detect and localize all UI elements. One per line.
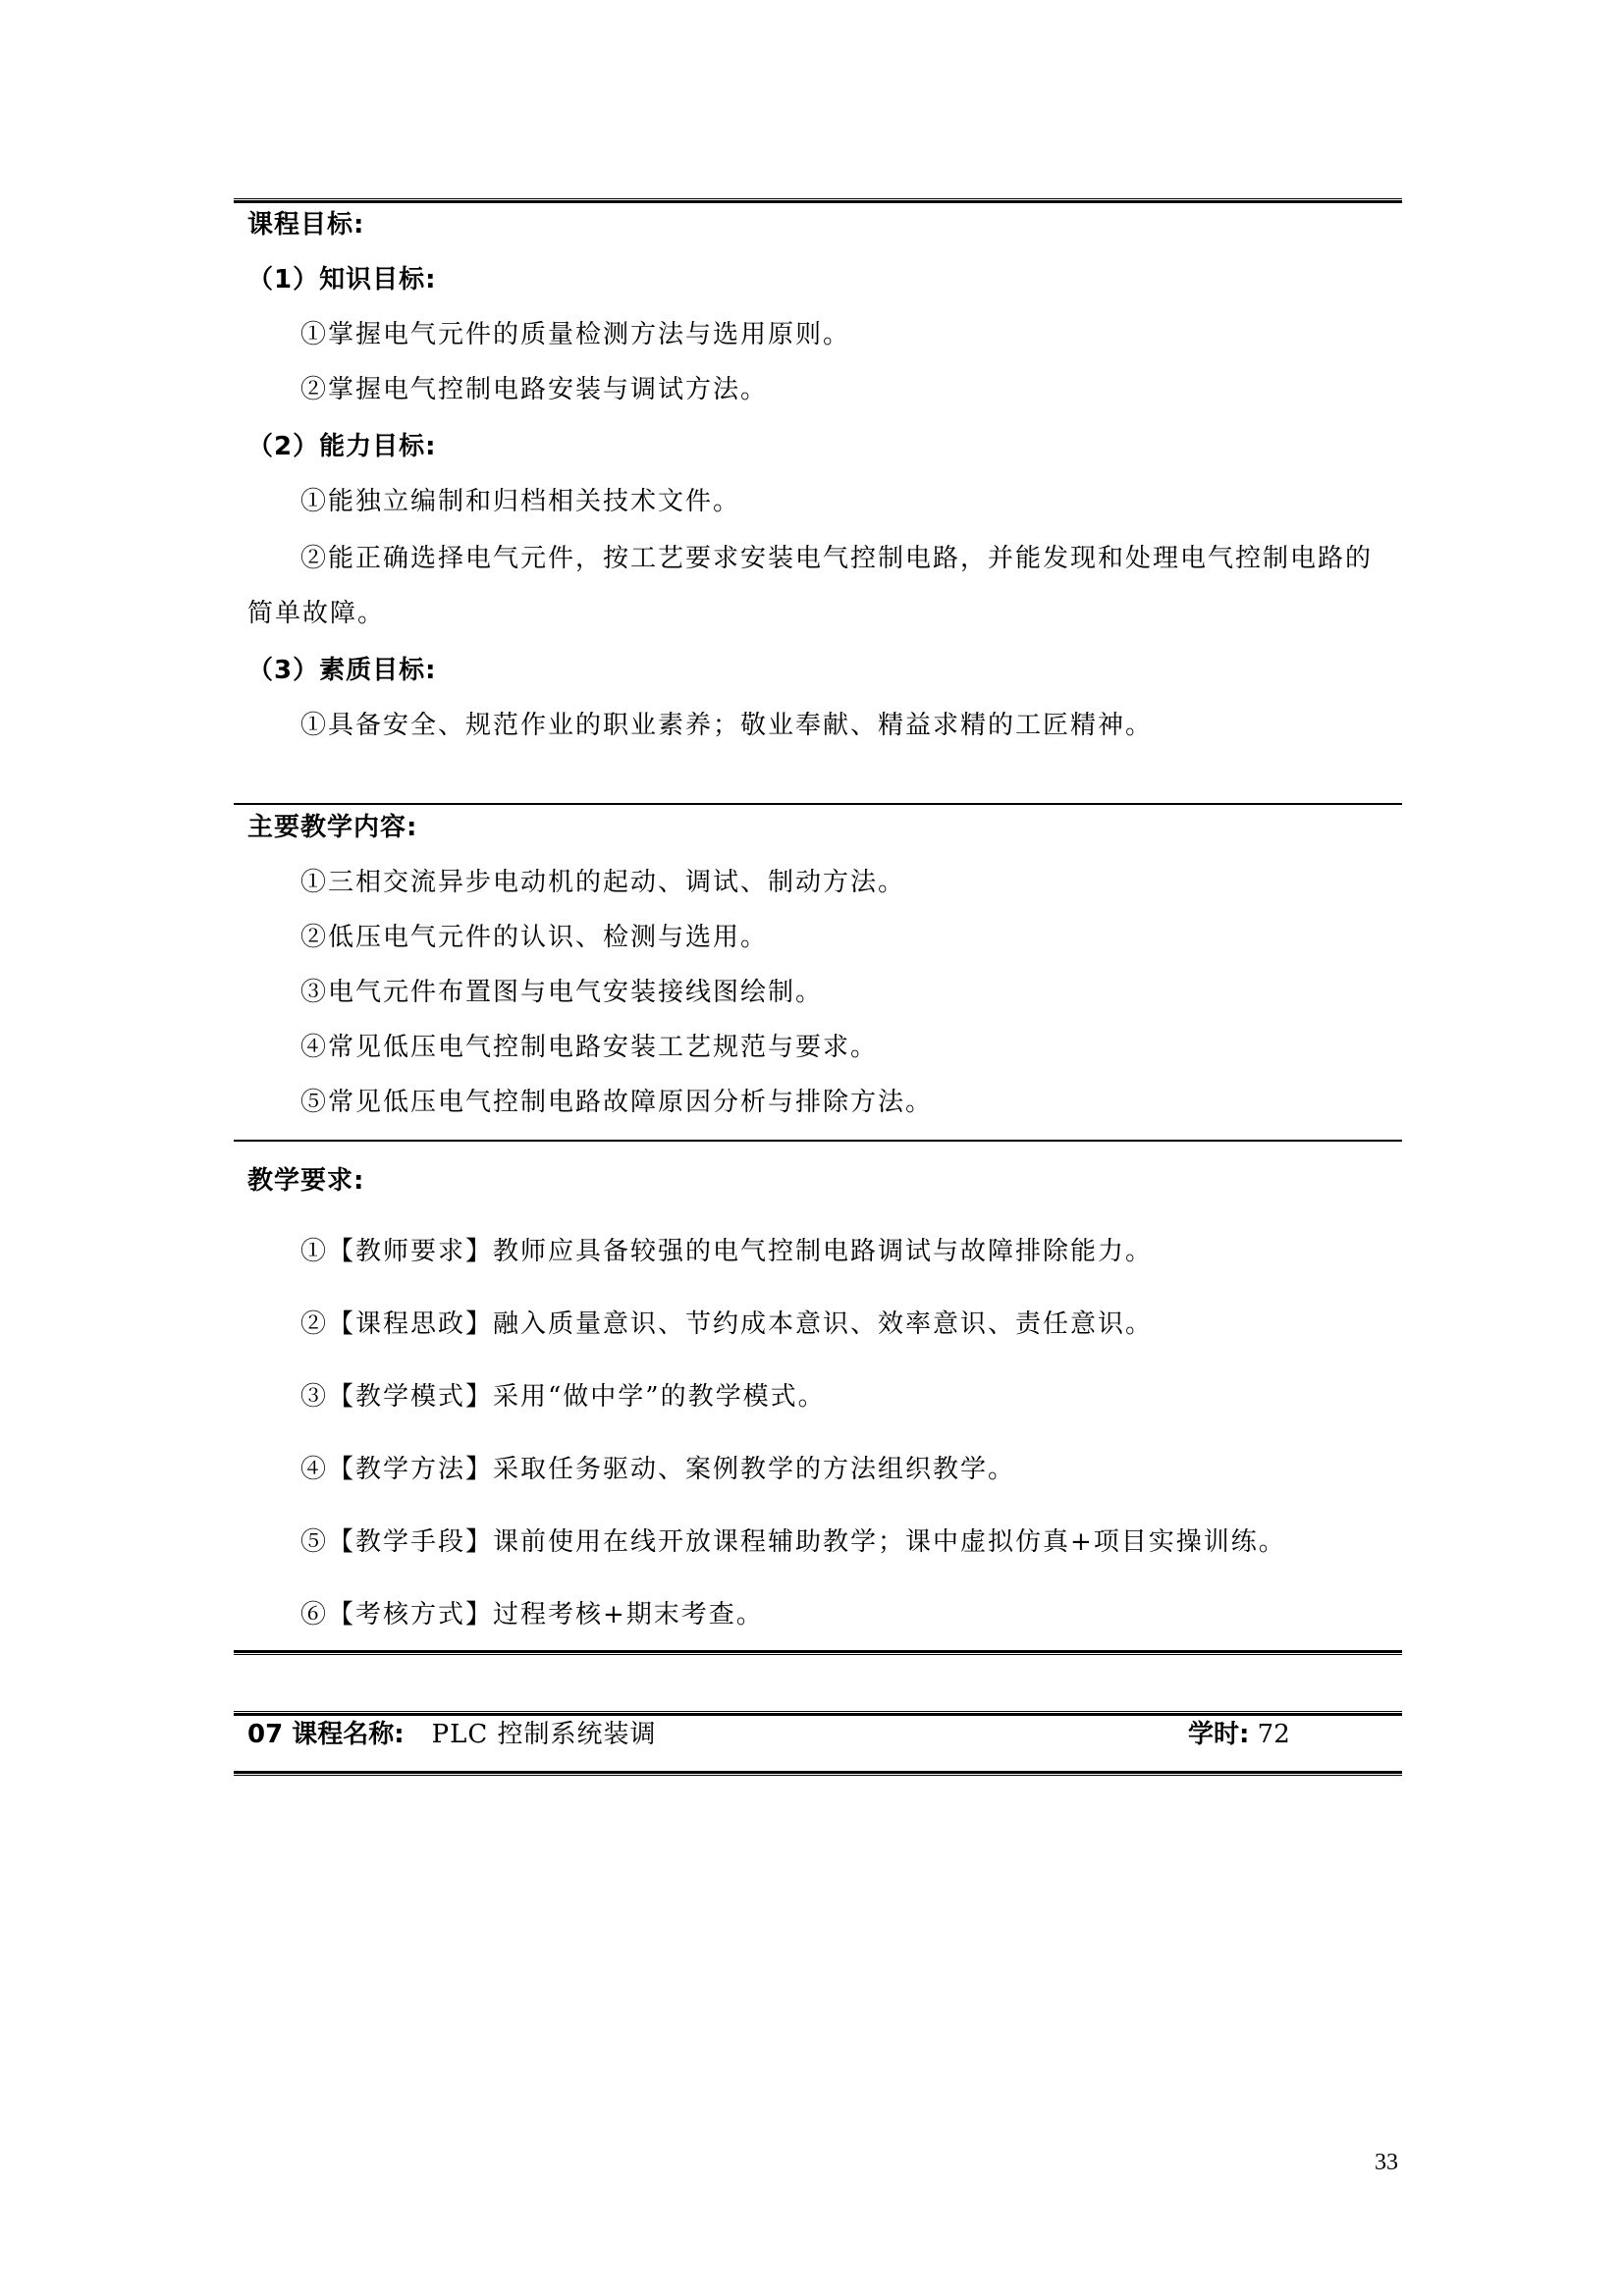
content-item: ④常见低压电气控制电路安装工艺规范与要求。 (300, 1033, 879, 1062)
course-row-bottom-rule (234, 1771, 1402, 1776)
goals-heading: 课程目标: (247, 210, 365, 240)
content-item: ③电气元件布置图与电气安装接线图绘制。 (300, 978, 824, 1007)
course-hours (1188, 1718, 1290, 1751)
knowledge-goal-item: ①掌握电气元件的质量检测方法与选用原则。 (300, 320, 851, 349)
course-name-label: 07 课程名称: (247, 1720, 405, 1749)
section-divider (234, 803, 1402, 805)
course-hours-label: 学时: (1188, 1720, 1250, 1749)
quality-goals-heading: （3）素质目标: (247, 656, 437, 685)
content-item: ⑤常见低压电气控制电路故障原因分析与排除方法。 (300, 1088, 934, 1117)
ability-goal-item: ②能正确选择电气元件，按工艺要求安装电气控制电路，并能发现和处理电气控制电路的简单故障。 (247, 544, 1374, 628)
content-item: ②低压电气元件的认识、检测与选用。 (300, 923, 769, 952)
requirement-item: ⑥【考核方式】过程考核+期末考查。 (300, 1600, 764, 1629)
content-item: ①三相交流异步电动机的起动、调试、制动方法。 (300, 868, 906, 897)
course-name-value: PLC 控制系统装调 (431, 1720, 657, 1749)
table-bottom-rule (234, 1650, 1402, 1655)
requirement-item: ④【教学方法】采取任务驱动、案例教学的方法组织教学。 (300, 1455, 1016, 1484)
section-divider (234, 1140, 1402, 1142)
content-heading: 主要教学内容: (247, 813, 418, 842)
top-rule (234, 198, 1402, 203)
knowledge-goal-item: ②掌握电气控制电路安装与调试方法。 (300, 375, 769, 404)
requirement-item: ⑤【教学手段】课前使用在线开放课程辅助教学；课中虚拟仿真+项目实操训练。 (300, 1527, 1286, 1557)
ability-goal-item: ①能独立编制和归档相关技术文件。 (300, 487, 741, 516)
page-number: 33 (1375, 2150, 1398, 2175)
course-hours-value: 72 (1257, 1720, 1290, 1749)
requirement-item: ②【课程思政】融入质量意识、节约成本意识、效率意识、责任意识。 (300, 1309, 1154, 1339)
course-row-top-rule (234, 1711, 1402, 1716)
ability-goals-heading: （2）能力目标: (247, 432, 437, 461)
requirements-heading: 教学要求: (247, 1166, 365, 1196)
quality-goal-item: ①具备安全、规范作业的职业素养；敬业奉献、精益求精的工匠精神。 (300, 711, 1154, 740)
knowledge-goals-heading: （1）知识目标: (247, 265, 437, 294)
requirement-item: ①【教师要求】教师应具备较强的电气控制电路调试与故障排除能力。 (300, 1237, 1154, 1266)
requirement-item: ③【教学模式】采用“做中学”的教学模式。 (300, 1382, 826, 1412)
next-course-row (247, 1718, 1396, 1751)
